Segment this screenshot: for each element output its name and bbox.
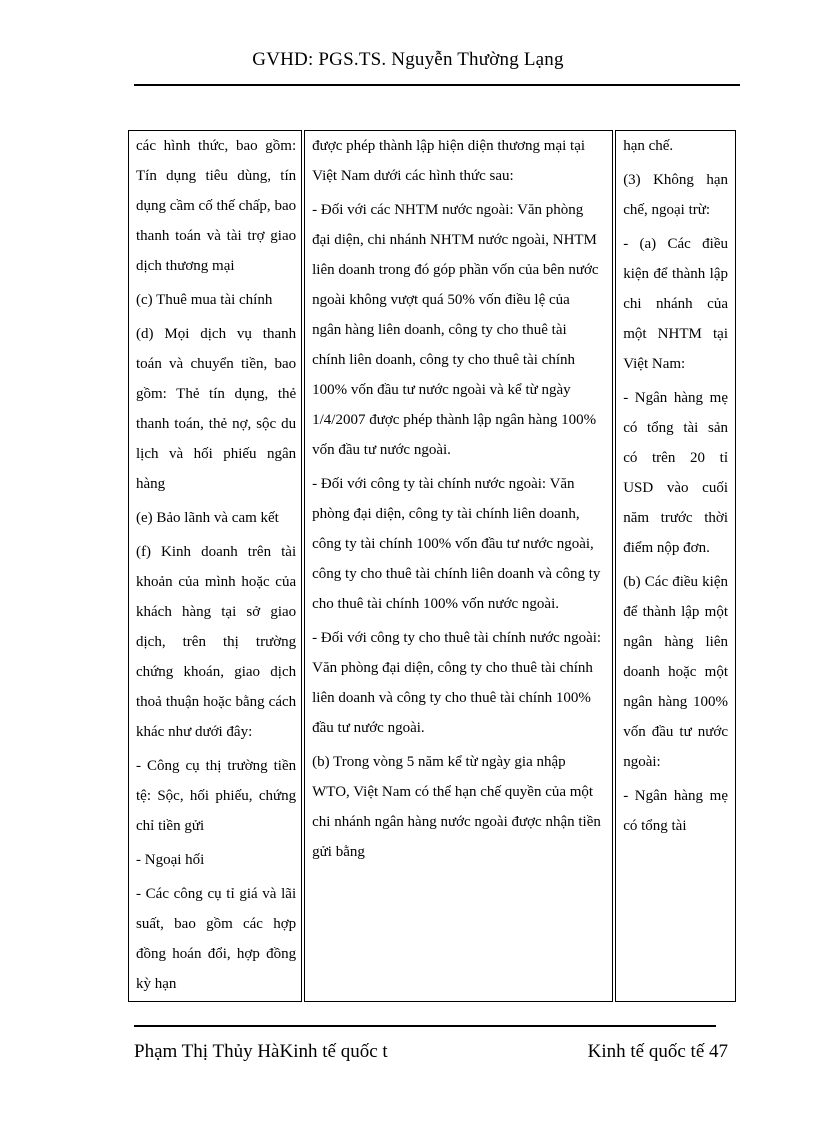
paragraph: - Công cụ thị trường tiền tệ: Sộc, hối phiếu, chứng chỉ tiền gửi	[136, 758, 297, 834]
paragraph: hạn chế.	[623, 138, 674, 154]
paragraph: được phép thành lập hiện diện thương mại tại Việt Nam dưới các hình thức sau:	[312, 138, 586, 184]
header-rule	[134, 84, 740, 86]
column-national-treatment	[614, 131, 735, 1002]
table-row	[129, 131, 736, 1002]
paragraph: - (a) Các điều kiện để thành lập chi nhánh của một NHTM tại Việt Nam:	[623, 236, 728, 372]
paragraph: - Đối với công ty cho thuê tài chính nước ngoài: Văn phòng đại diện, công ty cho thuê tài chính liên doanh và công ty cho thuê tài chính 100% đầu tư nước ngoài.	[312, 630, 602, 736]
paragraph: - Ngân hàng mẹ có tổng tài	[623, 788, 728, 834]
footer-rule	[134, 1025, 716, 1027]
column-services	[129, 131, 304, 1002]
paragraph: - Ngân hàng mẹ có tổng tài sản có trên 20 tỉ USD vào cuối năm trước thời điểm nộp đơn.	[623, 390, 728, 556]
page-header: GVHD: PGS.TS. Nguyễn Thường Lạng	[252, 49, 564, 70]
paragraph: - Đối với các NHTM nước ngoài: Văn phòng đại diện, chi nhánh NHTM nước ngoài, NHTM liên doanh trong đó góp phần vốn của bên nước ngoài không vượt quá 50% vốn điều lệ của ngân hàng liên doanh, công ty cho thuê tài chính liên doanh, công ty cho thuê tài chính 100% vốn đầu tư nước ngoài và kể từ ngày 1/4/2007 được phép thành lập ngân hàng 100% vốn đầu tư nước ngoài.	[312, 202, 599, 458]
paragraph: - Ngoại hối	[136, 852, 205, 868]
footer-page-number: Kinh tế quốc tế 47	[587, 1041, 728, 1062]
paragraph: (c) Thuê mua tài chính	[136, 292, 273, 308]
paragraph: - Các công cụ tỉ giá và lãi suất, bao gồm các hợp đồng hoán đổi, hợp đồng kỳ hạn	[136, 886, 297, 992]
paragraph: (f) Kinh doanh trên tài khoản của mình hoặc của khách hàng tại sở giao dịch, trên thị trường chứng khoán, giao dịch thoả thuận hoặc bằng cách khác như dưới đây:	[136, 544, 297, 740]
footer-author: Phạm Thị Thủy HàKinh tế quốc t	[134, 1041, 388, 1062]
column-market-access	[303, 131, 614, 1002]
paragraph: (e) Bảo lãnh và cam kết	[136, 510, 279, 526]
paragraph: (3) Không hạn chế, ngoại trừ:	[623, 172, 728, 218]
paragraph: (b) Các điều kiện để thành lập một ngân hàng liên doanh hoặc một ngân hàng 100% vốn đầu tư nước ngoài:	[623, 574, 728, 770]
content-table	[128, 130, 736, 1002]
paragraph: (b) Trong vòng 5 năm kể từ ngày gia nhập WTO, Việt Nam có thể hạn chế quyền của một chi nhánh ngân hàng nước ngoài được nhận tiền gửi bằng	[312, 754, 601, 860]
paragraph: - Đối với công ty tài chính nước ngoài: Văn phòng đại diện, công ty tài chính liên doanh, công ty tài chính 100% vốn đầu tư nước ngoài, công ty cho thuê tài chính liên doanh và công ty cho thuê tài chính 100% vốn nước ngoài.	[312, 476, 601, 612]
paragraph: (d) Mọi dịch vụ thanh toán và chuyển tiền, bao gồm: Thẻ tín dụng, thẻ thanh toán, thẻ nợ, sộc du lịch và hối phiếu ngân hàng	[136, 326, 297, 492]
paragraph: các hình thức, bao gồm: Tín dụng tiêu dùng, tín dụng cầm cố thế chấp, bao thanh toán và tài trợ giao dịch thương mại	[136, 138, 297, 274]
